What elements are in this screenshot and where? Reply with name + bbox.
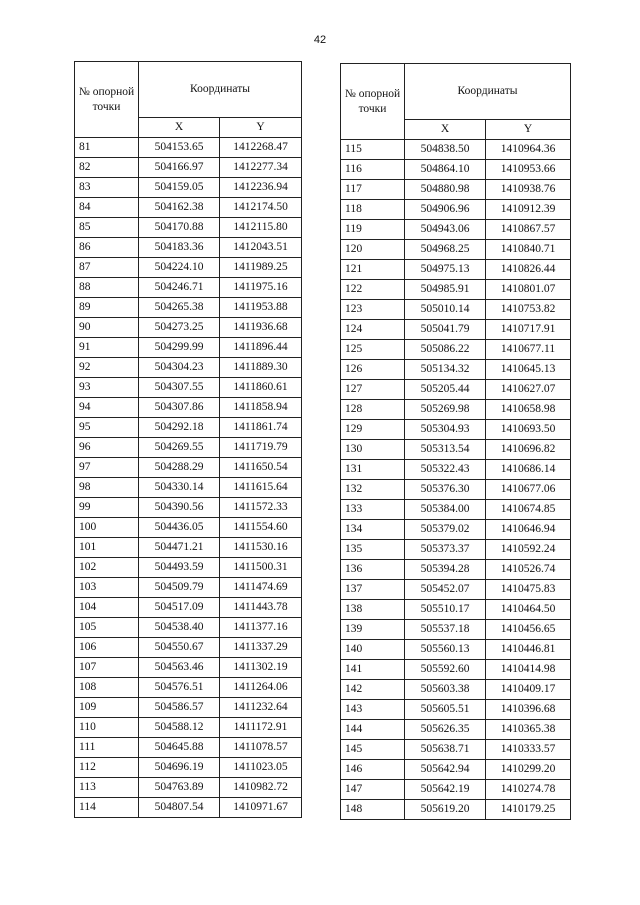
- y-coordinate-cell: 1410475.83: [486, 580, 571, 600]
- y-coordinate-cell: 1410801.07: [486, 280, 571, 300]
- x-coordinate-cell: 505603.38: [405, 680, 486, 700]
- point-number-cell: 84: [75, 198, 139, 218]
- y-coordinate-cell: 1412043.51: [220, 238, 302, 258]
- table-row: [341, 440, 571, 460]
- table-row: [75, 738, 302, 758]
- y-coordinate-cell: 1410646.94: [486, 520, 571, 540]
- x-coordinate-cell: 504586.57: [139, 698, 220, 718]
- x-coordinate-cell: 505322.43: [405, 460, 486, 480]
- point-number-cell: 124: [341, 320, 405, 340]
- coordinates-table-right: [340, 63, 571, 820]
- y-coordinate-cell: 1411889.30: [220, 358, 302, 378]
- y-coordinate-cell: 1411554.60: [220, 518, 302, 538]
- point-number-cell: 92: [75, 358, 139, 378]
- y-coordinate-cell: 1410333.57: [486, 740, 571, 760]
- x-coordinate-cell: 505619.20: [405, 800, 486, 820]
- y-coordinate-cell: 1410396.68: [486, 700, 571, 720]
- table-row: [75, 698, 302, 718]
- y-coordinate-cell: 1412277.34: [220, 158, 302, 178]
- coordinates-header: Координаты: [139, 62, 302, 118]
- table-row: [75, 158, 302, 178]
- point-number-cell: 146: [341, 760, 405, 780]
- x-coordinate-cell: 504436.05: [139, 518, 220, 538]
- y-coordinate-cell: 1411500.31: [220, 558, 302, 578]
- table-row: [341, 640, 571, 660]
- point-number-cell: 144: [341, 720, 405, 740]
- table-row: [341, 560, 571, 580]
- point-number-cell: 136: [341, 560, 405, 580]
- table-row: [341, 480, 571, 500]
- y-coordinate-cell: 1411530.16: [220, 538, 302, 558]
- x-coordinate-cell: 504292.18: [139, 418, 220, 438]
- table-row: [341, 520, 571, 540]
- y-coordinate-cell: 1411572.33: [220, 498, 302, 518]
- point-number-cell: 119: [341, 220, 405, 240]
- table-row: [341, 720, 571, 740]
- point-number-cell: 90: [75, 318, 139, 338]
- y-coordinate-cell: 1410409.17: [486, 680, 571, 700]
- y-coordinate-cell: 1410414.98: [486, 660, 571, 680]
- table-row: [75, 438, 302, 458]
- table-row: [341, 460, 571, 480]
- x-coordinate-cell: 504563.46: [139, 658, 220, 678]
- x-coordinate-cell: 504763.89: [139, 778, 220, 798]
- point-number-cell: 141: [341, 660, 405, 680]
- table-row: [75, 218, 302, 238]
- x-coordinate-cell: 504864.10: [405, 160, 486, 180]
- x-coordinate-cell: 504509.79: [139, 578, 220, 598]
- x-coordinate-cell: 505379.02: [405, 520, 486, 540]
- coordinates-header: Координаты: [405, 64, 571, 120]
- y-coordinate-cell: 1411953.88: [220, 298, 302, 318]
- x-coordinate-cell: 504538.40: [139, 618, 220, 638]
- table-row: [341, 380, 571, 400]
- point-number-cell: 97: [75, 458, 139, 478]
- y-coordinate-cell: 1411337.29: [220, 638, 302, 658]
- point-number-cell: 113: [75, 778, 139, 798]
- point-number-header: № опорной точки: [75, 62, 139, 138]
- table-row: [75, 598, 302, 618]
- table-row: [75, 638, 302, 658]
- point-number-cell: 126: [341, 360, 405, 380]
- point-number-cell: 125: [341, 340, 405, 360]
- point-number-cell: 145: [341, 740, 405, 760]
- table-row: [75, 678, 302, 698]
- table-row: [75, 458, 302, 478]
- x-coordinate-cell: 504880.98: [405, 180, 486, 200]
- point-number-cell: 99: [75, 498, 139, 518]
- point-number-header: № опорной точки: [341, 64, 405, 140]
- y-coordinate-cell: 1411443.78: [220, 598, 302, 618]
- x-coordinate-cell: 504170.88: [139, 218, 220, 238]
- y-coordinate-cell: 1410274.78: [486, 780, 571, 800]
- table-row: [341, 280, 571, 300]
- table-row: [75, 398, 302, 418]
- x-coordinate-cell: 504307.86: [139, 398, 220, 418]
- x-coordinate-cell: 505537.18: [405, 620, 486, 640]
- table-row: [341, 260, 571, 280]
- x-coordinate-cell: 505452.07: [405, 580, 486, 600]
- y-coordinate-cell: 1410696.82: [486, 440, 571, 460]
- x-coordinate-cell: 504550.67: [139, 638, 220, 658]
- x-coordinate-cell: 505638.71: [405, 740, 486, 760]
- x-coordinate-cell: 505304.93: [405, 420, 486, 440]
- table-row: [75, 518, 302, 538]
- y-coordinate-cell: 1411302.19: [220, 658, 302, 678]
- table-row: [75, 498, 302, 518]
- table-row: [341, 420, 571, 440]
- point-number-cell: 81: [75, 138, 139, 158]
- point-number-cell: 115: [341, 140, 405, 160]
- point-number-cell: 117: [341, 180, 405, 200]
- point-number-cell: 88: [75, 278, 139, 298]
- x-coordinate-cell: 504906.96: [405, 200, 486, 220]
- table-row: [341, 800, 571, 820]
- point-number-cell: 138: [341, 600, 405, 620]
- point-number-cell: 143: [341, 700, 405, 720]
- x-header: X: [405, 120, 486, 140]
- x-coordinate-cell: 504166.97: [139, 158, 220, 178]
- y-coordinate-cell: 1410179.25: [486, 800, 571, 820]
- table-row: [341, 600, 571, 620]
- point-number-cell: 101: [75, 538, 139, 558]
- point-number-cell: 132: [341, 480, 405, 500]
- y-coordinate-cell: 1410840.71: [486, 240, 571, 260]
- y-coordinate-cell: 1410677.06: [486, 480, 571, 500]
- y-coordinate-cell: 1411858.94: [220, 398, 302, 418]
- point-number-cell: 109: [75, 698, 139, 718]
- x-coordinate-cell: 504696.19: [139, 758, 220, 778]
- y-header: Y: [220, 118, 302, 138]
- x-coordinate-cell: 504265.38: [139, 298, 220, 318]
- table-row: [75, 178, 302, 198]
- table-row: [341, 300, 571, 320]
- x-coordinate-cell: 504153.65: [139, 138, 220, 158]
- point-number-cell: 147: [341, 780, 405, 800]
- y-coordinate-cell: 1411936.68: [220, 318, 302, 338]
- point-number-cell: 100: [75, 518, 139, 538]
- y-coordinate-cell: 1411719.79: [220, 438, 302, 458]
- table-row: [75, 658, 302, 678]
- table-row: [75, 138, 302, 158]
- x-coordinate-cell: 505134.32: [405, 360, 486, 380]
- point-number-cell: 127: [341, 380, 405, 400]
- y-coordinate-cell: 1410464.50: [486, 600, 571, 620]
- y-coordinate-cell: 1410693.50: [486, 420, 571, 440]
- x-coordinate-cell: 504493.59: [139, 558, 220, 578]
- table-row: [75, 778, 302, 798]
- x-coordinate-cell: 504307.55: [139, 378, 220, 398]
- y-coordinate-cell: 1412115.80: [220, 218, 302, 238]
- x-coordinate-cell: 504299.99: [139, 338, 220, 358]
- x-coordinate-cell: 504645.88: [139, 738, 220, 758]
- point-number-cell: 104: [75, 598, 139, 618]
- table-row: [341, 580, 571, 600]
- y-coordinate-cell: 1410658.98: [486, 400, 571, 420]
- point-number-cell: 130: [341, 440, 405, 460]
- x-coordinate-cell: 504838.50: [405, 140, 486, 160]
- table-row: [75, 418, 302, 438]
- point-number-cell: 89: [75, 298, 139, 318]
- point-number-cell: 148: [341, 800, 405, 820]
- x-coordinate-cell: 505394.28: [405, 560, 486, 580]
- point-number-cell: 83: [75, 178, 139, 198]
- point-number-cell: 86: [75, 238, 139, 258]
- y-coordinate-cell: 1411377.16: [220, 618, 302, 638]
- y-coordinate-cell: 1410964.36: [486, 140, 571, 160]
- point-number-cell: 107: [75, 658, 139, 678]
- y-coordinate-cell: 1410826.44: [486, 260, 571, 280]
- y-coordinate-cell: 1411861.74: [220, 418, 302, 438]
- y-coordinate-cell: 1412268.47: [220, 138, 302, 158]
- table-row: [341, 340, 571, 360]
- y-coordinate-cell: 1411650.54: [220, 458, 302, 478]
- point-number-cell: 139: [341, 620, 405, 640]
- table-row: [341, 760, 571, 780]
- y-coordinate-cell: 1410938.76: [486, 180, 571, 200]
- point-number-cell: 108: [75, 678, 139, 698]
- x-coordinate-cell: 504985.91: [405, 280, 486, 300]
- table-row: [341, 400, 571, 420]
- point-number-cell: 91: [75, 338, 139, 358]
- point-number-cell: 122: [341, 280, 405, 300]
- x-coordinate-cell: 505605.51: [405, 700, 486, 720]
- table-row: [75, 338, 302, 358]
- point-number-cell: 85: [75, 218, 139, 238]
- table-body-left: [75, 138, 302, 818]
- x-coordinate-cell: 504304.23: [139, 358, 220, 378]
- table-row: [75, 298, 302, 318]
- table-row: [341, 500, 571, 520]
- table-row: [75, 258, 302, 278]
- y-coordinate-cell: 1411264.06: [220, 678, 302, 698]
- point-number-cell: 123: [341, 300, 405, 320]
- table-row: [341, 680, 571, 700]
- table-row: [75, 318, 302, 338]
- x-coordinate-cell: 505384.00: [405, 500, 486, 520]
- point-number-cell: 94: [75, 398, 139, 418]
- point-number-cell: 128: [341, 400, 405, 420]
- x-coordinate-cell: 504975.13: [405, 260, 486, 280]
- x-coordinate-cell: 505010.14: [405, 300, 486, 320]
- x-coordinate-cell: 504246.71: [139, 278, 220, 298]
- y-coordinate-cell: 1410867.57: [486, 220, 571, 240]
- table-row: [75, 198, 302, 218]
- x-coordinate-cell: 505626.35: [405, 720, 486, 740]
- table-row: [341, 180, 571, 200]
- point-number-cell: 134: [341, 520, 405, 540]
- point-number-cell: 137: [341, 580, 405, 600]
- y-coordinate-cell: 1410456.65: [486, 620, 571, 640]
- table-row: [341, 200, 571, 220]
- point-number-cell: 87: [75, 258, 139, 278]
- point-number-cell: 118: [341, 200, 405, 220]
- y-coordinate-cell: 1410686.14: [486, 460, 571, 480]
- table-row: [75, 618, 302, 638]
- y-coordinate-cell: 1411615.64: [220, 478, 302, 498]
- x-coordinate-cell: 504330.14: [139, 478, 220, 498]
- point-number-cell: 103: [75, 578, 139, 598]
- table-row: [341, 160, 571, 180]
- table-body-right: [341, 140, 571, 820]
- point-number-cell: 93: [75, 378, 139, 398]
- point-number-cell: 142: [341, 680, 405, 700]
- coordinates-table-left: [74, 61, 302, 818]
- x-coordinate-cell: 505560.13: [405, 640, 486, 660]
- x-coordinate-cell: 504471.21: [139, 538, 220, 558]
- point-number-cell: 135: [341, 540, 405, 560]
- table-row: [75, 478, 302, 498]
- y-coordinate-cell: 1410677.11: [486, 340, 571, 360]
- table-row: [341, 620, 571, 640]
- table-row: [75, 758, 302, 778]
- y-coordinate-cell: 1411023.05: [220, 758, 302, 778]
- x-coordinate-cell: 504162.38: [139, 198, 220, 218]
- x-coordinate-cell: 504807.54: [139, 798, 220, 818]
- point-number-cell: 129: [341, 420, 405, 440]
- table-row: [75, 538, 302, 558]
- point-number-cell: 96: [75, 438, 139, 458]
- x-coordinate-cell: 505373.37: [405, 540, 486, 560]
- y-coordinate-cell: 1411896.44: [220, 338, 302, 358]
- table-row: [75, 558, 302, 578]
- point-number-cell: 106: [75, 638, 139, 658]
- x-coordinate-cell: 505642.94: [405, 760, 486, 780]
- x-coordinate-cell: 505510.17: [405, 600, 486, 620]
- point-number-cell: 102: [75, 558, 139, 578]
- x-coordinate-cell: 504288.29: [139, 458, 220, 478]
- point-number-cell: 95: [75, 418, 139, 438]
- table-row: [75, 278, 302, 298]
- point-number-cell: 82: [75, 158, 139, 178]
- x-coordinate-cell: 504224.10: [139, 258, 220, 278]
- table-row: [341, 360, 571, 380]
- table-row: [341, 140, 571, 160]
- x-coordinate-cell: 504269.55: [139, 438, 220, 458]
- x-coordinate-cell: 505592.60: [405, 660, 486, 680]
- y-coordinate-cell: 1410446.81: [486, 640, 571, 660]
- y-coordinate-cell: 1410674.85: [486, 500, 571, 520]
- x-header: X: [139, 118, 220, 138]
- point-number-cell: 111: [75, 738, 139, 758]
- y-header: Y: [486, 120, 571, 140]
- point-number-cell: 140: [341, 640, 405, 660]
- x-coordinate-cell: 504183.36: [139, 238, 220, 258]
- x-coordinate-cell: 505205.44: [405, 380, 486, 400]
- y-coordinate-cell: 1410953.66: [486, 160, 571, 180]
- table-row: [341, 320, 571, 340]
- table-row: [75, 238, 302, 258]
- x-coordinate-cell: 504273.25: [139, 318, 220, 338]
- page-number: 42: [313, 34, 327, 46]
- table-row: [75, 358, 302, 378]
- x-coordinate-cell: 504517.09: [139, 598, 220, 618]
- x-coordinate-cell: 505313.54: [405, 440, 486, 460]
- x-coordinate-cell: 505269.98: [405, 400, 486, 420]
- table-row: [341, 240, 571, 260]
- y-coordinate-cell: 1410982.72: [220, 778, 302, 798]
- x-coordinate-cell: 505642.19: [405, 780, 486, 800]
- point-number-cell: 114: [75, 798, 139, 818]
- point-number-cell: 121: [341, 260, 405, 280]
- table-row: [341, 220, 571, 240]
- x-coordinate-cell: 504159.05: [139, 178, 220, 198]
- x-coordinate-cell: 505041.79: [405, 320, 486, 340]
- y-coordinate-cell: 1410365.38: [486, 720, 571, 740]
- table-row: [75, 378, 302, 398]
- point-number-cell: 112: [75, 758, 139, 778]
- y-coordinate-cell: 1412236.94: [220, 178, 302, 198]
- y-coordinate-cell: 1410645.13: [486, 360, 571, 380]
- point-number-cell: 98: [75, 478, 139, 498]
- y-coordinate-cell: 1411474.69: [220, 578, 302, 598]
- point-number-cell: 116: [341, 160, 405, 180]
- y-coordinate-cell: 1410717.91: [486, 320, 571, 340]
- y-coordinate-cell: 1410912.39: [486, 200, 571, 220]
- point-number-cell: 105: [75, 618, 139, 638]
- x-coordinate-cell: 504390.56: [139, 498, 220, 518]
- point-number-cell: 131: [341, 460, 405, 480]
- y-coordinate-cell: 1410971.67: [220, 798, 302, 818]
- y-coordinate-cell: 1410299.20: [486, 760, 571, 780]
- y-coordinate-cell: 1410627.07: [486, 380, 571, 400]
- point-number-cell: 133: [341, 500, 405, 520]
- table-row: [341, 700, 571, 720]
- y-coordinate-cell: 1410592.24: [486, 540, 571, 560]
- table-row: [75, 718, 302, 738]
- point-number-cell: 110: [75, 718, 139, 738]
- y-coordinate-cell: 1410526.74: [486, 560, 571, 580]
- y-coordinate-cell: 1410753.82: [486, 300, 571, 320]
- y-coordinate-cell: 1412174.50: [220, 198, 302, 218]
- y-coordinate-cell: 1411975.16: [220, 278, 302, 298]
- y-coordinate-cell: 1411172.91: [220, 718, 302, 738]
- y-coordinate-cell: 1411078.57: [220, 738, 302, 758]
- x-coordinate-cell: 504576.51: [139, 678, 220, 698]
- x-coordinate-cell: 504943.06: [405, 220, 486, 240]
- point-number-cell: 120: [341, 240, 405, 260]
- table-row: [341, 740, 571, 760]
- x-coordinate-cell: 505376.30: [405, 480, 486, 500]
- y-coordinate-cell: 1411860.61: [220, 378, 302, 398]
- table-row: [341, 660, 571, 680]
- x-coordinate-cell: 504968.25: [405, 240, 486, 260]
- table-row: [75, 578, 302, 598]
- x-coordinate-cell: 505086.22: [405, 340, 486, 360]
- table-row: [75, 798, 302, 818]
- table-row: [341, 780, 571, 800]
- y-coordinate-cell: 1411232.64: [220, 698, 302, 718]
- y-coordinate-cell: 1411989.25: [220, 258, 302, 278]
- table-row: [341, 540, 571, 560]
- x-coordinate-cell: 504588.12: [139, 718, 220, 738]
